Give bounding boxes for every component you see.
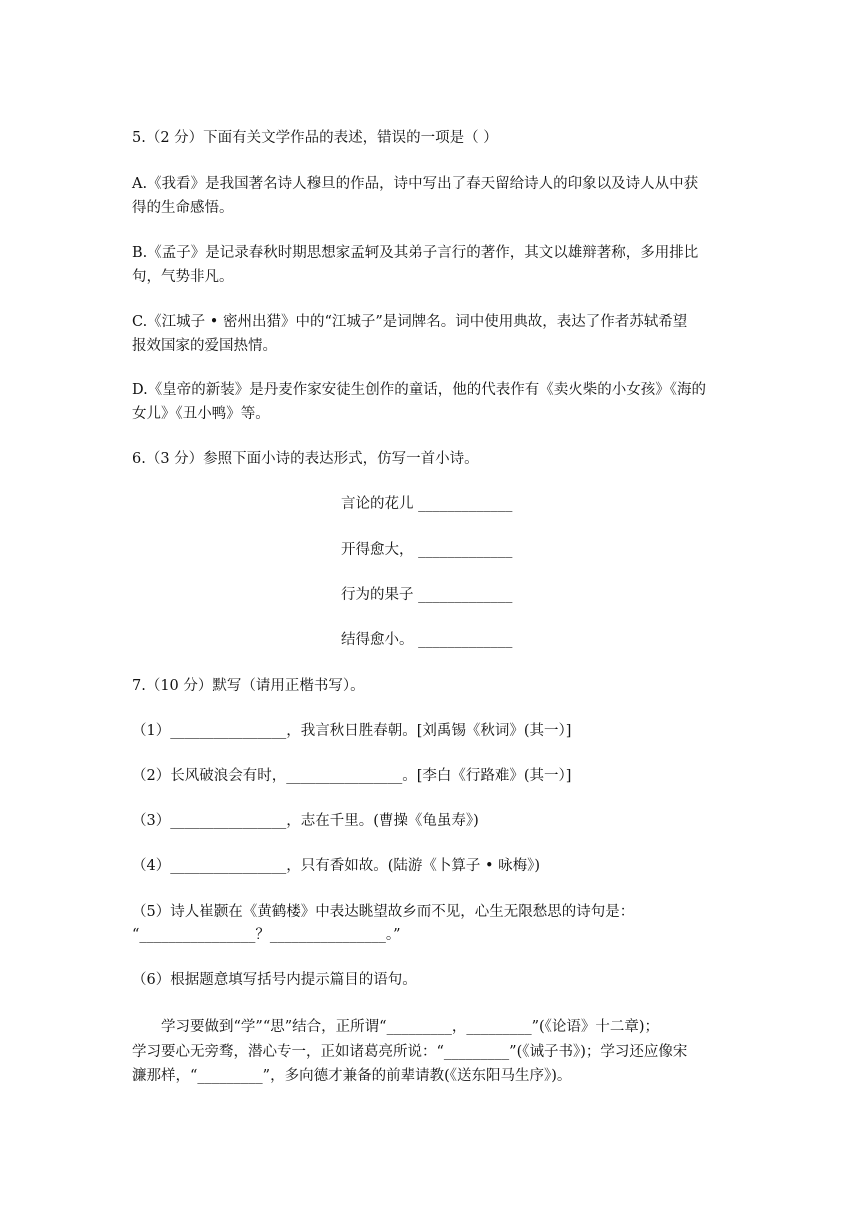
q6-stem: 6.（3 分）参照下面小诗的表达形式，仿写一首小诗。 — [132, 451, 479, 467]
q7-paragraph-line1: 学习要做到“学”“思”结合，正所谓“_________，_________”(《论语》十二章)； — [161, 1019, 660, 1035]
q5-option-c-line2: 报效国家的爱国热情。 — [132, 338, 277, 354]
q7-item-5-line2: “________________？________________。” — [132, 927, 401, 943]
q5-option-a-line2: 得的生命感悟。 — [132, 200, 234, 216]
q6-poem-line-4: 结得愈小。 _____________ — [341, 632, 513, 648]
q6-poem-line-2: 开得愈大， _____________ — [341, 542, 513, 558]
q7-item-4: （4）________________，只有香如故。(陆游《卜算子 • 咏梅》) — [132, 858, 541, 874]
q5-option-b-line1: B.《孟子》是记录春秋时期思想家孟轲及其弟子言行的著作，其文以雄辩著称，多用排比 — [132, 245, 699, 261]
q6-poem-line-3: 行为的果子 _____________ — [341, 587, 513, 603]
q7-stem: 7.（10 分）默写（请用正楷书写）。 — [132, 678, 365, 694]
q7-item-2: （2）长风破浪会有时，________________。[李白《行路难》(其一）] — [132, 768, 572, 784]
q7-paragraph-line2: 学习要心无旁骛，潜心专一，正如诸葛亮所说：“_________”(《诫子书》)；学习还应像宋 — [132, 1044, 688, 1060]
q7-item-3: （3）________________，志在千里。(曹操《龟虽寿》) — [132, 813, 479, 829]
q7-paragraph-line3: 濂那样，“_________”，多向德才兼备的前辈请教(《送东阳马生序》)。 — [132, 1068, 572, 1084]
q5-option-d-line2: 女儿》《丑小鸭》等。 — [132, 406, 270, 422]
q5-stem: 5.（2 分）下面有关文学作品的表述，错误的一项是（ ） — [132, 130, 498, 146]
q7-item-6: （6）根据题意填写括号内提示篇目的语句。 — [132, 972, 417, 988]
q7-item-5-line1: （5）诗人崔颢在《黄鹤楼》中表达眺望故乡而不见，心生无限愁思的诗句是： — [132, 904, 635, 920]
q5-option-a-line1: A.《我看》是我国著名诗人穆旦的作品，诗中写出了春天留给诗人的印象以及诗人从中获 — [132, 176, 699, 192]
q5-option-d-line1: D.《皇帝的新装》是丹麦作家安徒生创作的童话，他的代表作有《卖火柴的小女孩》《海的 — [132, 382, 706, 398]
q5-option-c-line1: C.《江城子 • 密州出猎》中的“江城子”是词牌名。词中使用典故，表达了作者苏轼希望 — [132, 314, 688, 330]
q7-item-1: （1）________________，我言秋日胜春朝。[刘禹锡《秋词》(其一）] — [132, 723, 572, 739]
q6-poem-line-1: 言论的花儿 _____________ — [341, 496, 513, 512]
q5-option-b-line2: 句，气势非凡。 — [132, 269, 234, 285]
